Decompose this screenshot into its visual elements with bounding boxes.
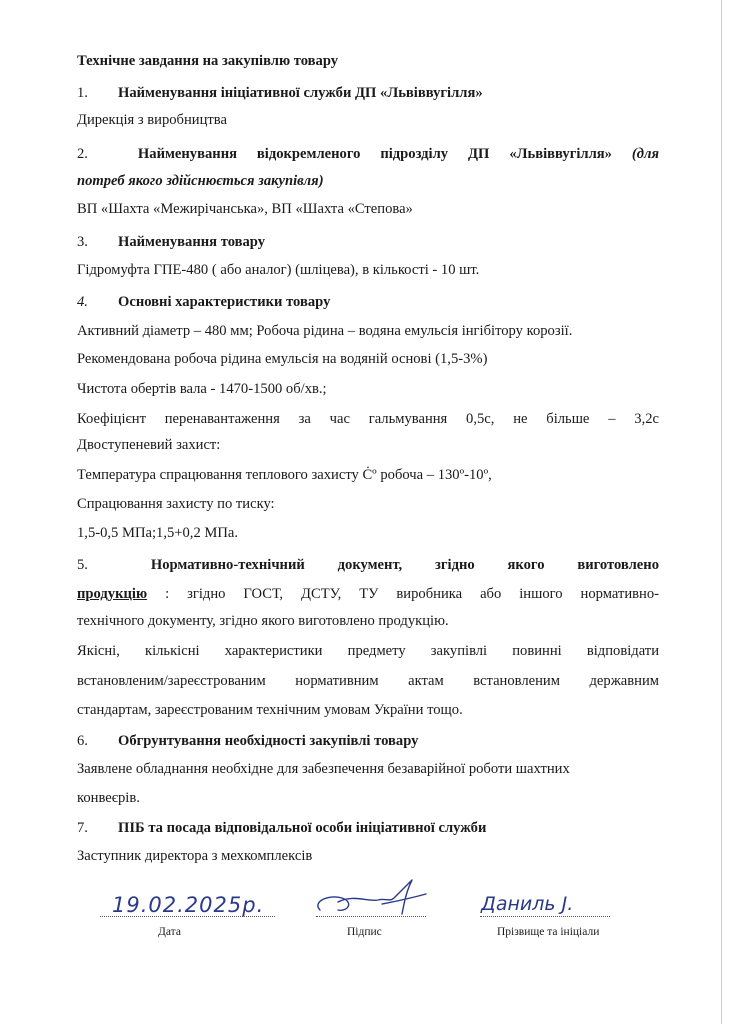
section-4-line: Чистота обертів вала - 1470-1500 об/хв.; bbox=[77, 381, 327, 397]
section-5-para: встановленим/зареєстрованим нормативним актам встановленим державним bbox=[77, 673, 659, 689]
section-1-heading bbox=[77, 84, 659, 102]
section-6-text-cont: конвеєрів. bbox=[77, 790, 140, 806]
section-5-text-cont: технічного документу, згідно якого виготовлено продукцію. bbox=[77, 613, 449, 629]
section-5-text: : згідно ГОСТ, ДСТУ, ТУ виробника або іншого нормативно- bbox=[165, 586, 659, 602]
section-5-para: Якісні, кількісні характеристики предмету закупівлі повинні відповідати bbox=[77, 643, 659, 659]
section-6-number: 6. bbox=[77, 733, 88, 749]
section-5-title: Нормативно-технічний документ, згідно якого виготовлено bbox=[150, 557, 659, 573]
section-7-text: Заступник директора з мехкомплексів bbox=[77, 848, 313, 864]
section-7-number: 7. bbox=[77, 820, 88, 836]
scan-edge bbox=[721, 0, 722, 1024]
section-4-number: 4. bbox=[77, 294, 88, 310]
section-7-title: ПІБ та посада відповідальної особи ініціативної служби bbox=[118, 820, 487, 836]
section-6-heading bbox=[77, 732, 659, 750]
section-5-title-cont: продукцію bbox=[77, 586, 148, 602]
section-2-heading bbox=[77, 145, 659, 163]
section-4-line: Двоступеневий захист: bbox=[77, 437, 221, 453]
section-2-title-italic: (для bbox=[631, 146, 659, 162]
section-1-title: Найменування ініціативної служби ДП «Львіввугілля» bbox=[118, 85, 483, 101]
section-6-text: Заявлене обладнання необхідне для забезпечення безаварійної роботи шахтних bbox=[77, 761, 570, 777]
section-3-number: 3. bbox=[77, 234, 88, 250]
date-handwritten: 19.02.2025р. bbox=[112, 893, 265, 917]
name-line bbox=[480, 916, 610, 917]
signature-line bbox=[316, 916, 426, 917]
section-1-text: Дирекція з виробництва bbox=[77, 112, 227, 128]
section-7-heading bbox=[77, 819, 659, 837]
document-title: Технічне завдання на закупівлю товару bbox=[77, 53, 339, 69]
section-4-line: Рекомендована робоча рідина емульсія на водяній основі (1,5-3%) bbox=[77, 351, 488, 367]
section-2-text: ВП «Шахта «Межирічанська», ВП «Шахта «Степова» bbox=[77, 201, 413, 217]
section-5-heading bbox=[77, 556, 659, 574]
section-4-line: Спрацювання захисту по тиску: bbox=[77, 496, 275, 512]
section-4-heading bbox=[77, 293, 659, 311]
section-3-heading bbox=[77, 233, 659, 251]
section-5-line bbox=[77, 585, 659, 603]
section-6-title: Обгрунтування необхідності закупівлі товару bbox=[118, 733, 419, 749]
section-4-line: Температура спрацювання теплового захисту Ċº робоча – 130º-10º, bbox=[77, 467, 492, 483]
name-handwritten: Даниль J. bbox=[481, 893, 574, 915]
section-3-title: Найменування товару bbox=[118, 234, 266, 250]
date-caption: Дата bbox=[158, 926, 181, 938]
name-caption: Прізвище та ініціали bbox=[497, 926, 600, 938]
section-3-text: Гідромуфта ГПЕ-480 ( або аналог) (шліцева), в кількості - 10 шт. bbox=[77, 262, 480, 278]
date-line bbox=[100, 916, 275, 917]
section-4-line: Коефіцієнт перенавантаження за час гальмування 0,5с, не більше – 3,2с bbox=[77, 411, 659, 427]
section-4-line: 1,5-0,5 МПа;1,5+0,2 МПа. bbox=[77, 525, 239, 541]
section-1-number: 1. bbox=[77, 85, 88, 101]
section-5-number: 5. bbox=[77, 557, 88, 573]
signature-scribble bbox=[308, 872, 438, 922]
section-5-para: стандартам, зареєстрованим технічним умовам України тощо. bbox=[77, 702, 463, 718]
section-2-title: Найменування відокремленого підрозділу ДП «Львіввугілля» bbox=[137, 146, 612, 162]
section-4-title: Основні характеристики товару bbox=[118, 294, 331, 310]
signature-caption: Підпис bbox=[347, 926, 382, 938]
section-4-line: Активний діаметр – 480 мм; Робоча рідина – водяна емульсія інгібітору корозії. bbox=[77, 323, 573, 339]
section-2-heading-cont: потреб якого здійснюється закупівля) bbox=[77, 173, 324, 189]
section-2-number: 2. bbox=[77, 146, 88, 162]
